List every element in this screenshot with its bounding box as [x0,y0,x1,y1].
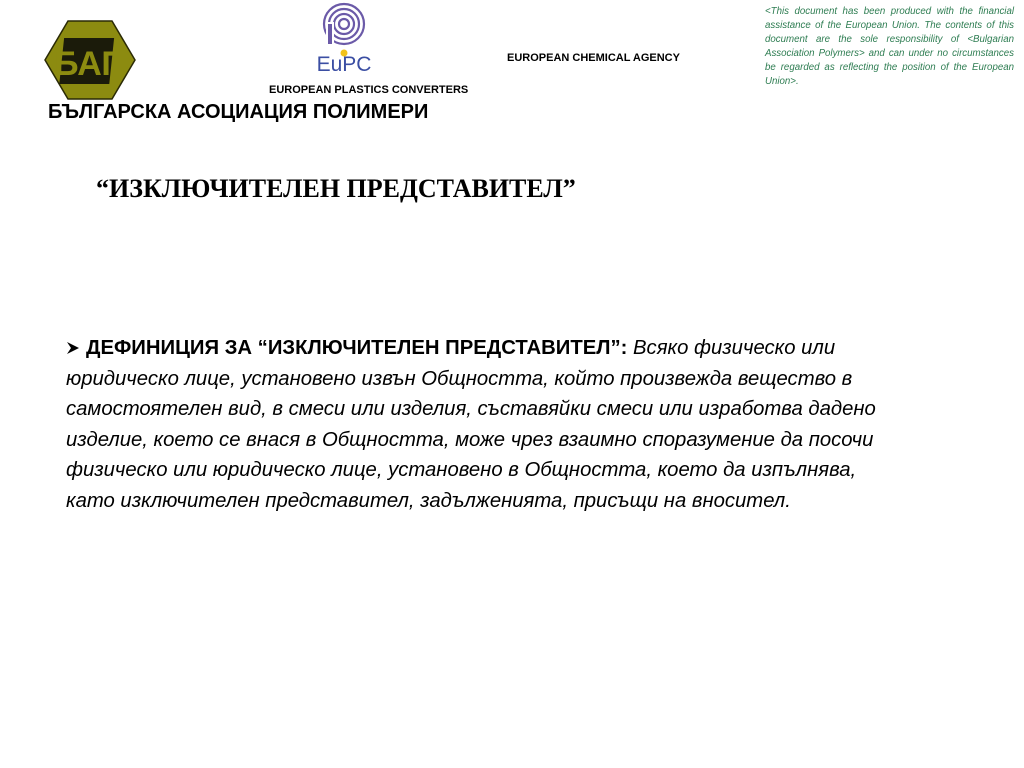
eupc-logo-text: EuPC [316,53,372,74]
eu-disclaimer: <This document has been produced with the financial assistance of the European Union. The contents of this document are the sole responsibility of <Bulgarian Association Polymers> and can under no circumstances be regarded as reflecting the position of the European Union>. [765,6,1014,87]
definition-paragraph [66,333,906,516]
echa-label: EUROPEAN CHEMICAL AGENCY [507,52,680,64]
page-title: “ИЗКЛЮЧИТЕЛЕН ПРЕДСТАВИТЕЛ” [96,174,576,203]
association-name: БЪЛГАРСКА АСОЦИАЦИЯ ПОЛИМЕРИ [48,101,429,123]
eupc-logo [304,2,384,74]
bap-logo-text: БАП [54,45,126,83]
arrow-bullet-icon [66,341,80,355]
epc-label: EUROPEAN PLASTICS CONVERTERS [269,84,469,96]
definition-body: Всяко физическо или юридическо лице, установено извън Общността, който произвежда вещество в самостоятелен вид, в смеси или изделия, съставяйки смеси или изработва дадено изделие, което се внася в Общността, може чрез взаимно споразумение да посочи физическо или юридическо лице, установено в Общността, което да изпълнява, като изключителен представител, задълженията, присъщи на вносител. [66,337,876,512]
definition-heading: ДЕФИНИЦИЯ ЗА “ИЗКЛЮЧИТЕЛЕН ПРЕДСТАВИТЕЛ”: [86,337,628,359]
bap-logo [44,20,136,100]
